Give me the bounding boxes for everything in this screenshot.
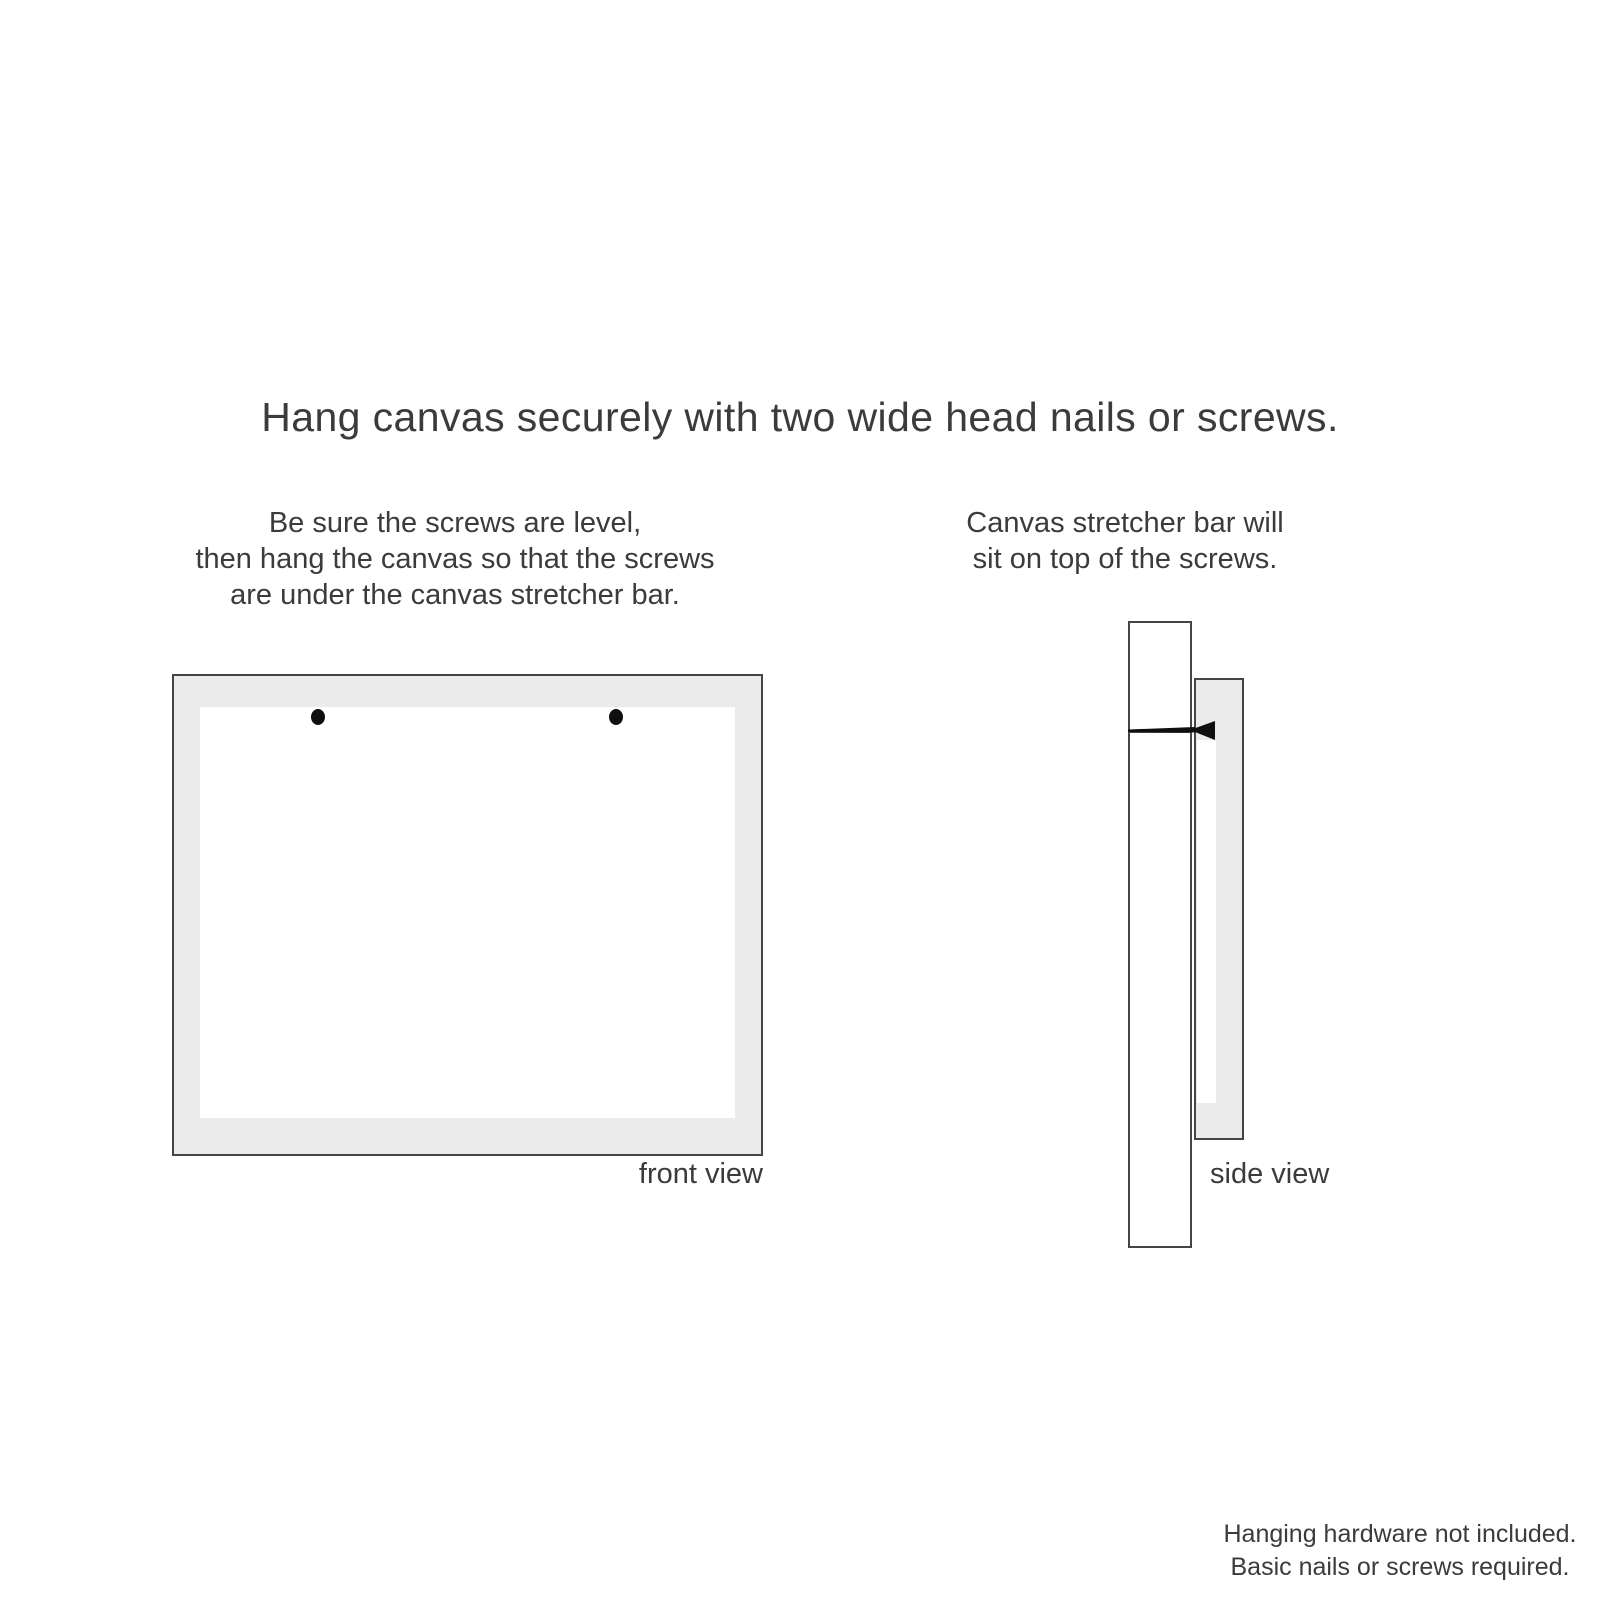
instruction-line: Canvas stretcher bar will [966, 507, 1284, 539]
side-view-instruction [930, 505, 1320, 577]
nail-icon [1124, 714, 1219, 744]
screw-head-icon [609, 709, 623, 725]
instruction-line: then hang the canvas so that the screws [195, 543, 715, 575]
instruction-line: Be sure the screws are level, [268, 507, 642, 539]
instruction-line: are under the canvas stretcher bar. [230, 579, 680, 611]
hardware-note-line: Hanging hardware not included. [1223, 1520, 1577, 1548]
screw-head-icon [311, 709, 325, 725]
hardware-note-line: Basic nails or screws required. [1230, 1553, 1570, 1581]
page-title: Hang canvas securely with two wide head nails or screws. [261, 394, 1339, 440]
instruction-line: sit on top of the screws. [972, 543, 1278, 575]
front-view-canvas-inner [200, 707, 735, 1118]
hardware-note [1200, 1518, 1600, 1584]
front-view-label: front view [638, 1158, 763, 1190]
side-view-label: side view [1210, 1158, 1330, 1190]
side-view-canvas-inner [1197, 740, 1216, 1103]
front-view-instruction [150, 505, 760, 613]
